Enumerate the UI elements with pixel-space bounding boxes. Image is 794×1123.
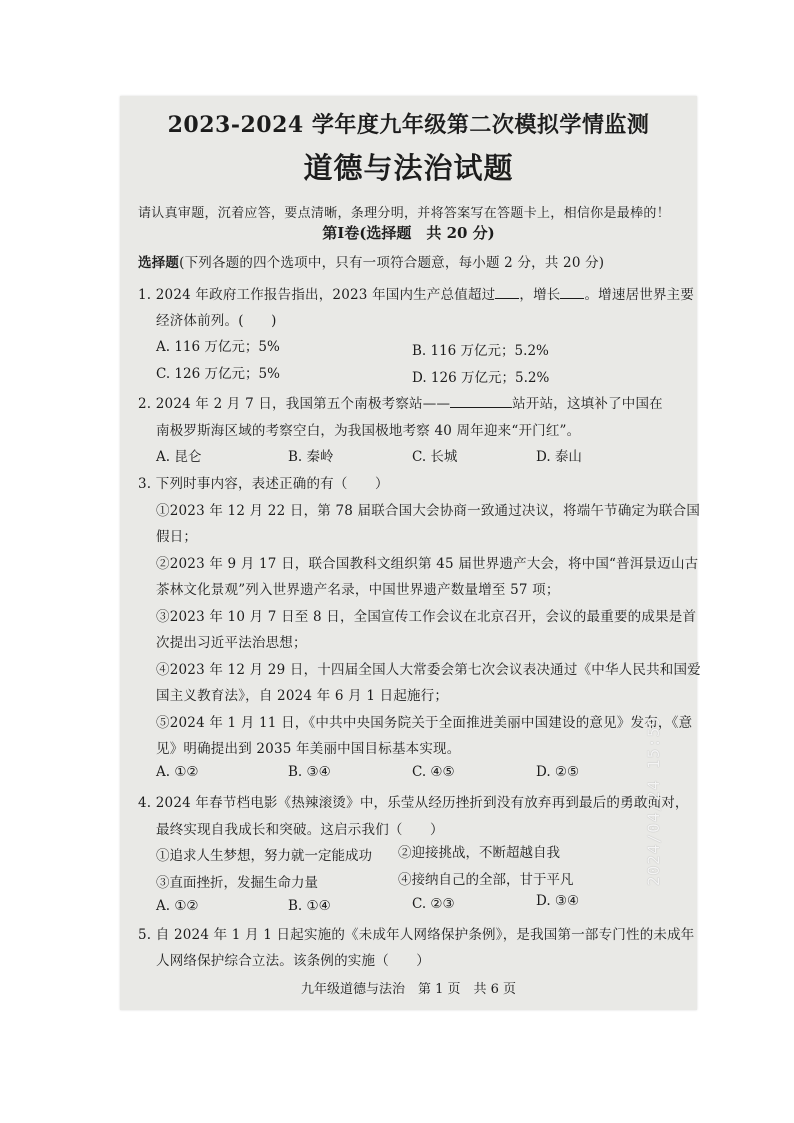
- q3-statement-line: ③2023 年 10 月 7 日至 8 日，全国宣传工作会议在北京召开，会议的最重要的成果是首: [156, 609, 697, 625]
- q2-option-a: A. 昆仑: [156, 449, 202, 465]
- instructions: [138, 251, 604, 271]
- answer-blank: [450, 396, 512, 408]
- q4-option-d: D. ③④: [536, 893, 580, 909]
- q2-option-c: C. 长城: [412, 449, 458, 465]
- q3-option-b: B. ③④: [288, 764, 331, 780]
- question-2-stem-cont: 南极罗斯海区域的考察空白，为我国极地考察 40 周年迎来“开门红”。: [156, 423, 581, 439]
- question-3-stem: 3. 下列时事内容，表述正确的有（ ）: [138, 476, 389, 492]
- q1-option-a: A. 116 万亿元；5%: [156, 339, 280, 355]
- exam-intro: 请认真审题，沉着应答，要点清晰，条理分明，并将答案写在答题卡上，相信你是最棒的！: [138, 206, 671, 221]
- q4-statement: ③直面挫折，发掘生命力量: [156, 875, 318, 891]
- q3-statement-line: 见》明确提出到 2035 年美丽中国目标基本实现。: [156, 741, 461, 757]
- question-5-stem-cont: 人网络保护综合立法。该条例的实施（ ）: [156, 953, 430, 969]
- q1-option-c: C. 126 万亿元；5%: [156, 366, 280, 382]
- question-text: 。增速居世界主要: [584, 287, 695, 303]
- instructions-label: 选择题: [138, 255, 180, 271]
- question-4-stem-cont: 最终实现自我成长和突破。这启示我们（ ）: [156, 822, 444, 838]
- question-2-stem: [138, 392, 663, 412]
- q1-option-b: B. 116 万亿元；5.2%: [412, 343, 549, 359]
- section-heading: 第Ⅰ卷(选择题 共 20 分): [322, 224, 495, 242]
- q2-option-b: B. 秦岭: [288, 449, 334, 465]
- q3-statement-line: ⑤2024 年 1 月 11 日，《中共中央国务院关于全面推进美丽中国建设的意见》发布，《意: [156, 715, 693, 731]
- q3-statement-line: 国主义教育法》，自 2024 年 6 月 1 日起施行；: [156, 688, 449, 704]
- instructions-text: (下列各题的四个选项中，只有一项符合题意，每小题 2 分，共 20 分): [179, 255, 605, 271]
- q3-statement-line: ④2023 年 12 月 29 日，十四届全国人大常委会第七次会议表决通过《中华人民共和国爱: [156, 662, 701, 678]
- photo-timestamp: 2024/04/24 15:59: [644, 715, 663, 886]
- question-1-stem: [138, 283, 694, 303]
- question-4-stem: 4. 2024 年春节档电影《热辣滚烫》中，乐莹从经历挫折到没有放弃再到最后的勇敢面对，: [138, 795, 689, 811]
- question-5-stem: 5. 自 2024 年 1 月 1 日起实施的《未成年人网络保护条例》，是我国第一部专门性的未成年: [138, 927, 695, 943]
- q3-statement-line: 茶林文化景观”列入世界遗产名录，中国世界遗产数量增至 57 项；: [156, 582, 560, 598]
- question-text: 2. 2024 年 2 月 7 日，我国第五个南极考察站——: [138, 396, 451, 412]
- question-text: ，增长: [519, 287, 561, 303]
- q3-option-d: D. ②⑤: [536, 764, 580, 780]
- exam-subject-title: 道德与法治试题: [303, 151, 514, 185]
- question-text: 1. 2024 年政府工作报告指出，2023 年国内生产总值超过: [138, 287, 496, 303]
- q3-statement-line: ②2023 年 9 月 17 日，联合国教科文组织第 45 届世界遗产大会，将中国“普洱景迈山古: [156, 556, 699, 572]
- answer-blank: [495, 287, 519, 299]
- page-footer: 九年级道德与法治 第 1 页 共 6 页: [300, 982, 517, 997]
- q1-option-d: D. 126 万亿元；5.2%: [412, 370, 550, 386]
- q3-statement-line: ①2023 年 12 月 22 日，第 78 届联合国大会协商一致通过决议，将端午节确定为联合国: [156, 503, 701, 519]
- q4-option-b: B. ①④: [288, 898, 331, 914]
- question-1-stem-cont: 经济体前列。( ): [156, 313, 277, 329]
- answer-blank: [560, 287, 584, 299]
- q2-option-d: D. 泰山: [536, 449, 582, 465]
- q4-statement: ②迎接挑战，不断超越自我: [398, 845, 560, 861]
- q4-statement: ①追求人生梦想，努力就一定能成功: [156, 848, 372, 864]
- q4-option-a: A. ①②: [156, 898, 199, 914]
- q4-option-c: C. ②③: [412, 896, 455, 912]
- q3-statement-line: 假日；: [156, 529, 198, 545]
- exam-title: 2023-2024 学年度九年级第二次模拟学情监测: [167, 112, 650, 138]
- question-text: 站开站，这填补了中国在: [512, 396, 663, 412]
- q3-option-c: C. ④⑤: [412, 764, 455, 780]
- q4-statement: ④接纳自己的全部，甘于平凡: [398, 872, 574, 888]
- exam-page: [120, 96, 701, 1010]
- q3-option-a: A. ①②: [156, 764, 199, 780]
- q3-statement-line: 次提出习近平法治思想；: [156, 635, 307, 651]
